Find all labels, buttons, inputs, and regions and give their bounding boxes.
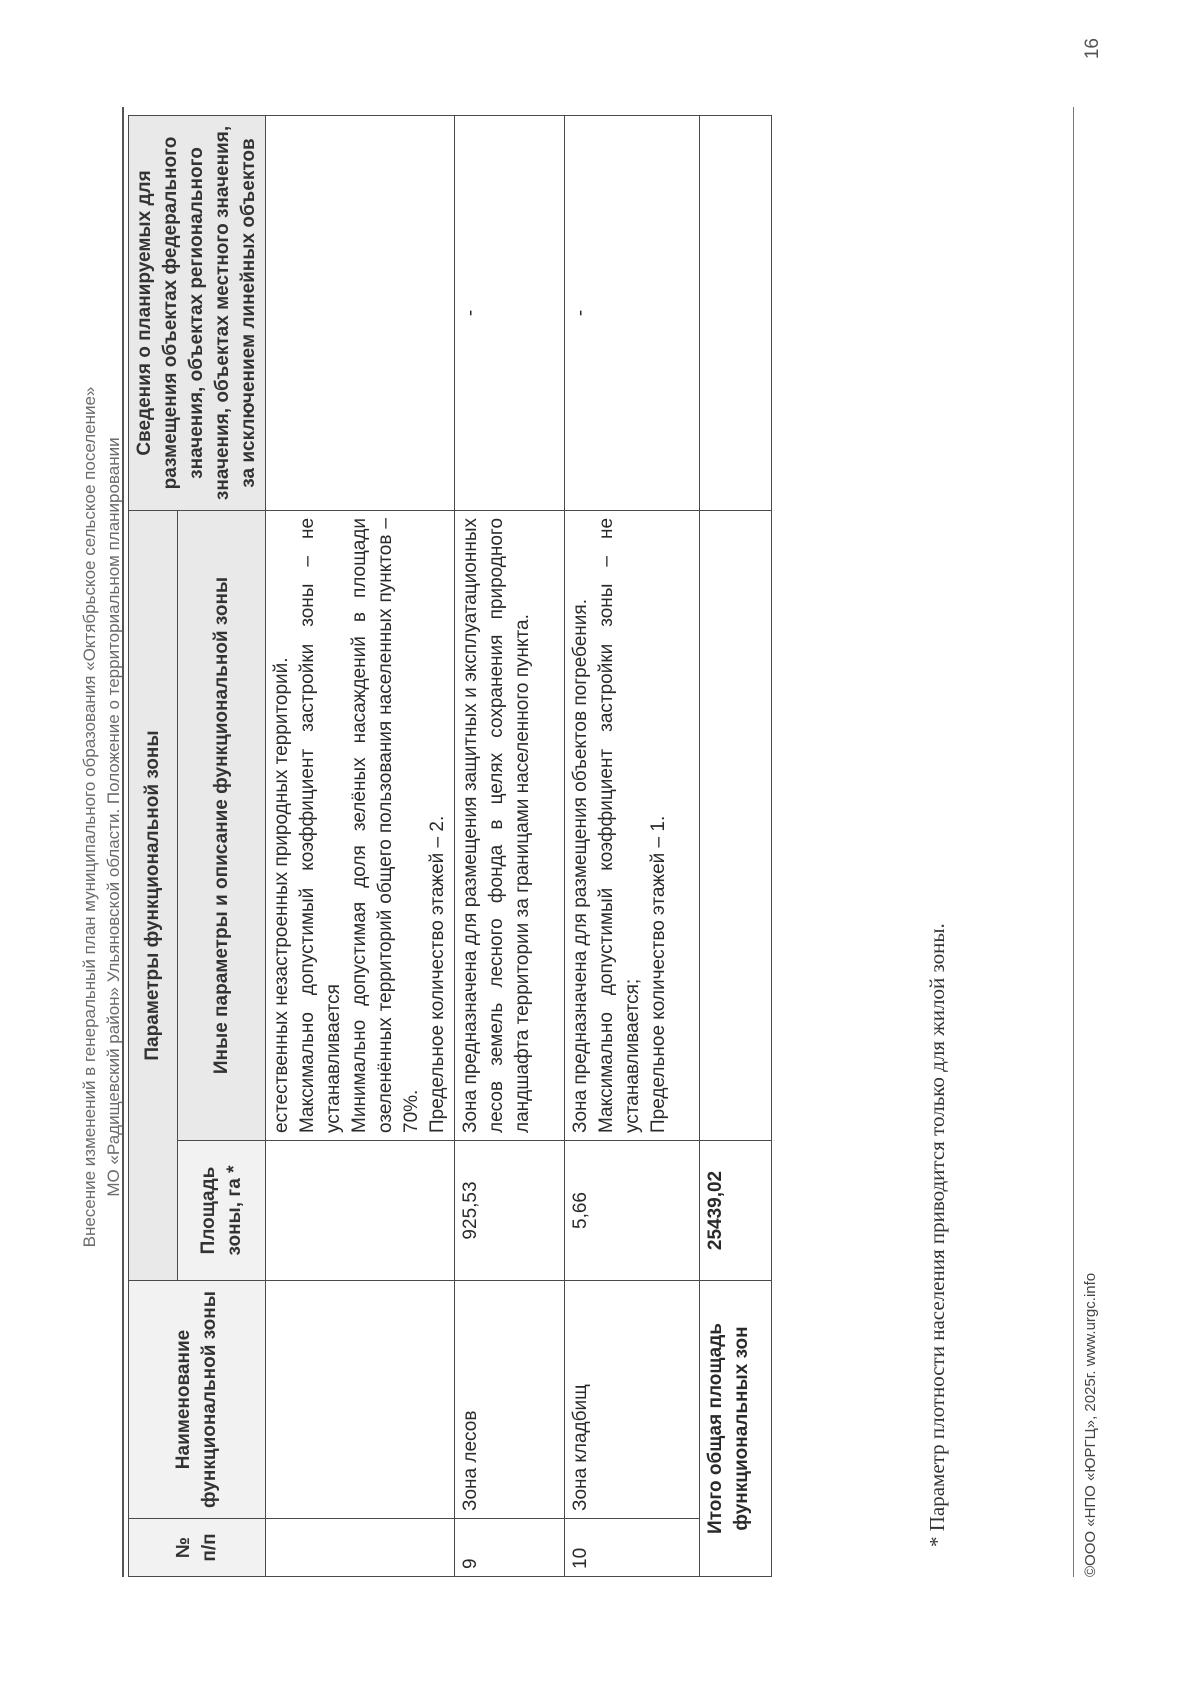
row-description xyxy=(455,510,565,1140)
total-empty-cell xyxy=(700,115,772,510)
header-line-1: Внесение изменений в генеральный план муниципального образования «Октябрьское сельское поселение» xyxy=(80,386,99,1248)
col-header-other: Иные параметры и описание функциональной зоны xyxy=(178,510,266,1140)
row-zone-name: Зона кладбищ xyxy=(565,1281,700,1519)
header-divider xyxy=(122,107,124,1577)
row-objects xyxy=(266,115,455,510)
row-objects: - xyxy=(455,115,565,510)
row-zone-name xyxy=(266,1281,455,1519)
page-number: 16 xyxy=(1082,38,1103,60)
row-area xyxy=(266,1141,455,1281)
row-description xyxy=(565,510,700,1140)
desc-line: естественных незастроенных природных территорий. xyxy=(271,657,292,1133)
functional-zones-table xyxy=(128,115,772,1577)
desc-line: Минимально допустимая доля зелёных насаждений в площади озеленённых территорий общего пользования населенных пунктов – 70%. xyxy=(349,517,422,1133)
total-label: Итого общая площадь функциональных зон xyxy=(700,1281,772,1577)
running-header xyxy=(78,57,126,1577)
row-description xyxy=(266,510,455,1140)
row-area: 5,66 xyxy=(565,1141,700,1281)
total-empty-cell xyxy=(700,510,772,1140)
footer-copyright: ©ООО «НПО «ЮРГЦ», 2025г. www.urgc.info xyxy=(1082,1272,1099,1577)
row-zone-name: Зона лесов xyxy=(455,1281,565,1519)
table-total-row xyxy=(700,115,772,1576)
desc-line: Зона предназначена для размещения объектов погребения. xyxy=(570,599,591,1133)
row-num: 9 xyxy=(455,1519,565,1577)
row-num xyxy=(266,1519,455,1577)
header-line-2: МО «Радищевский район» Ульяновской области. Положение о территориальном планировании xyxy=(104,437,123,1197)
desc-line: Максимально допустимый коэффициент застройки зоны – не устанавливается xyxy=(297,517,344,1133)
col-header-name: Наименование функциональной зоны xyxy=(129,1281,266,1519)
row-objects: - xyxy=(565,115,700,510)
desc-line: Предельное количество этажей – 1. xyxy=(648,815,669,1133)
table-header-row-1 xyxy=(129,115,178,1576)
footer-divider xyxy=(1073,107,1074,1577)
total-area: 25439,02 xyxy=(700,1141,772,1281)
col-header-num: № п/п xyxy=(129,1519,266,1577)
col-header-params-group: Параметры функциональной зоны xyxy=(129,510,178,1280)
desc-line: Зона предназначена для размещения защитных и эксплуатационных лесов земель лесного фонда в целях сохранения природного ландшафта территории за границами населенного пункта. xyxy=(460,517,533,1133)
table-row xyxy=(455,115,565,1576)
row-area: 925,53 xyxy=(455,1141,565,1281)
col-header-objects: Сведения о планируемых для размещения объектах федерального значения, объектах регионального значения, объектах местного значения, за исключением линейных объектов xyxy=(129,115,266,510)
footnote: * Параметр плотности населения приводится только для жилой зоны. xyxy=(925,923,949,1547)
col-header-area: Площадь зоны, га * xyxy=(178,1141,266,1281)
desc-line: Максимально допустимый коэффициент застройки зоны – не устанавливается; xyxy=(596,517,643,1133)
table-row xyxy=(266,115,455,1576)
row-num: 10 xyxy=(565,1519,700,1577)
table-row xyxy=(565,115,700,1576)
desc-line: Предельное количество этажей – 2. xyxy=(427,815,448,1133)
